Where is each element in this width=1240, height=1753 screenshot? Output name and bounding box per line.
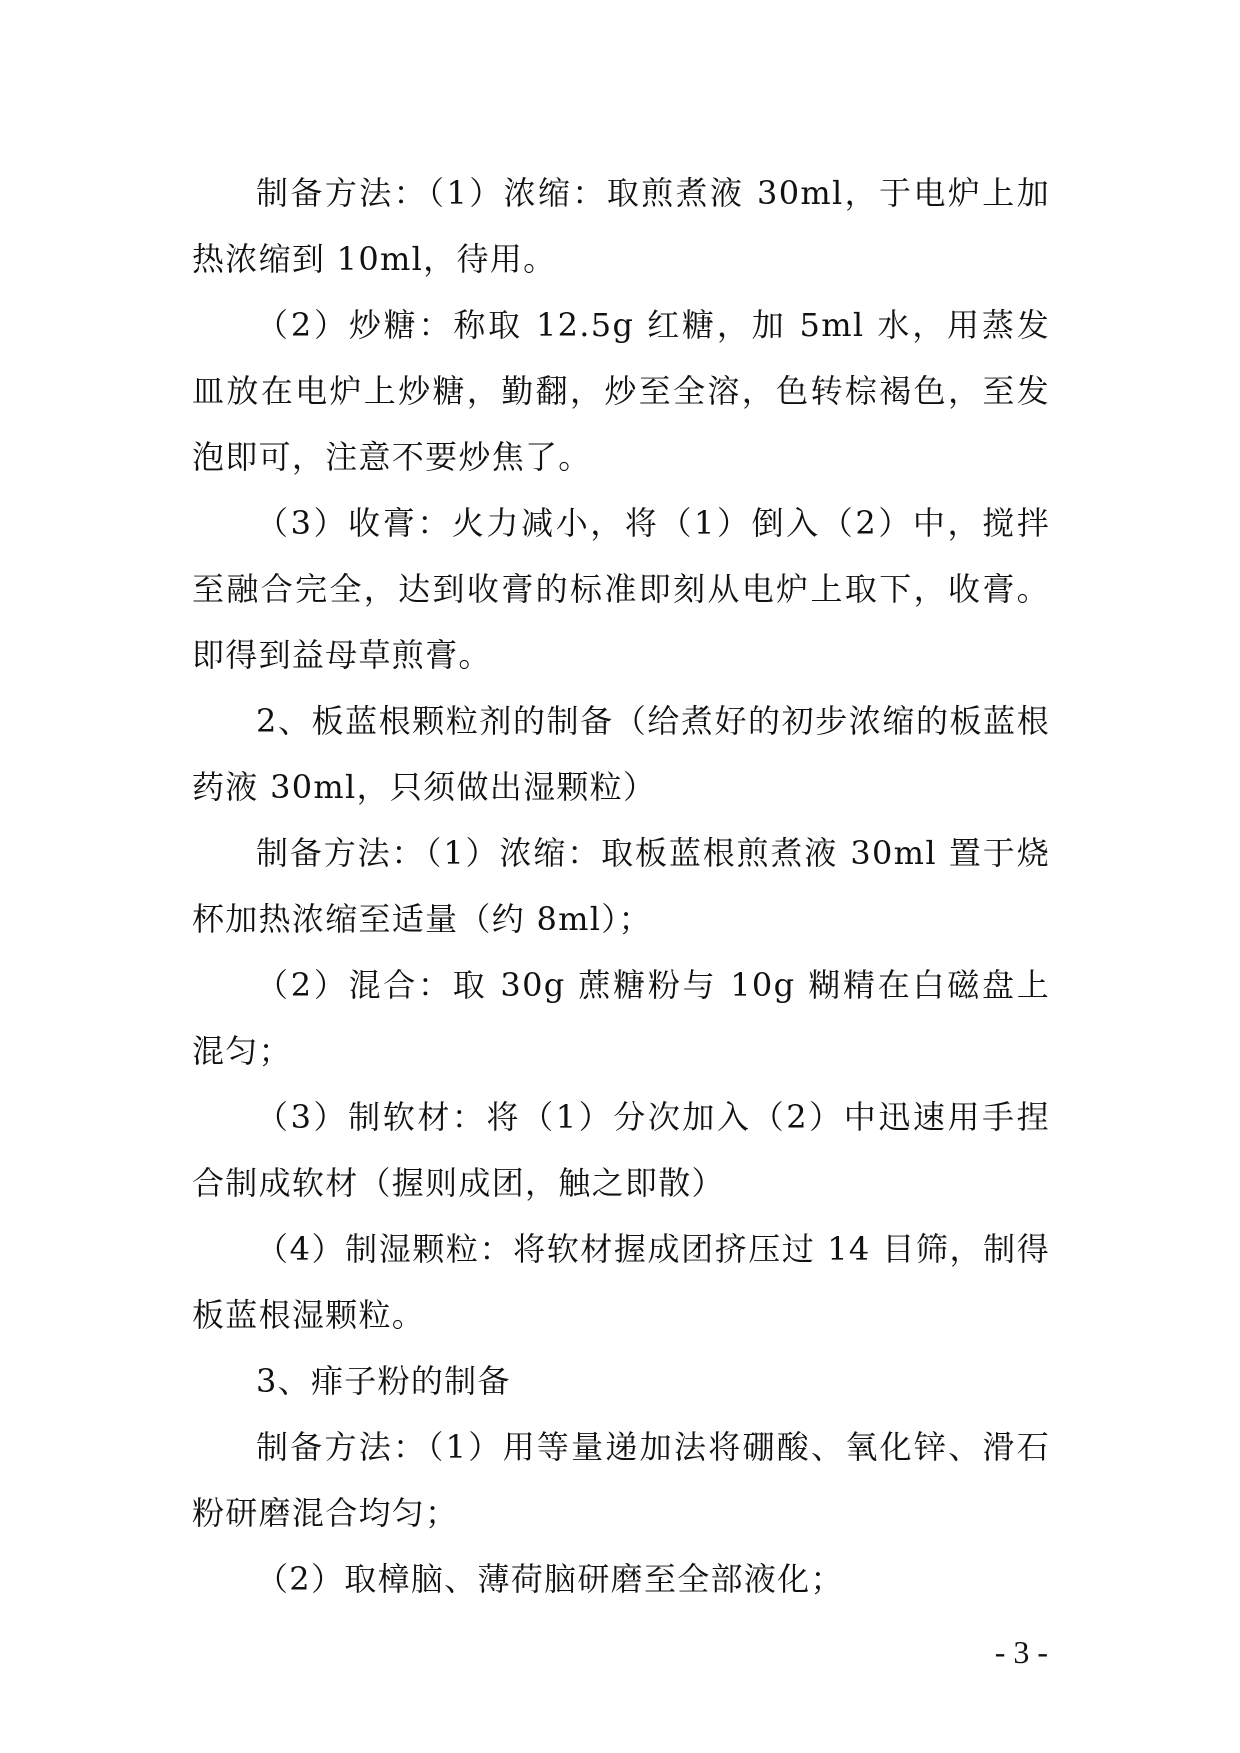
- paragraph-mixing: （2）混合：取 30g 蔗糖粉与 10g 糊精在白磁盘上混匀；: [192, 966, 1050, 1070]
- page-number: - 3 -: [994, 1634, 1048, 1670]
- paragraph-soft-material: （3）制软材：将（1）分次加入（2）中迅速用手捏合制成软材（握则成团，触之即散）: [192, 1098, 1050, 1202]
- section-heading-prickly-heat-powder: 3、痱子粉的制备: [256, 1362, 511, 1400]
- paragraph-concentrate-method: 制备方法：（1）浓缩：取煎煮液 30ml，于电炉上加热浓缩到 10ml，待用。: [192, 174, 1050, 278]
- paragraph-camphor-menthol: （2）取樟脑、薄荷脑研磨至全部液化；: [256, 1560, 844, 1598]
- paragraph-fry-sugar: （2）炒糖：称取 12.5g 红糖，加 5ml 水，用蒸发皿放在电炉上炒糖，勤翻，炒至全溶，色转棕褐色，至发泡即可，注意不要炒焦了。: [192, 306, 1050, 476]
- paragraph-collect-paste: （3）收膏：火力减小，将（1）倒入（2）中，搅拌至融合完全，达到收膏的标准即刻从电炉上取下，收膏。即得到益母草煎膏。: [192, 504, 1050, 674]
- paragraph-powder-mixing: 制备方法：（1）用等量递加法将硼酸、氧化锌、滑石粉研磨混合均匀；: [192, 1428, 1050, 1532]
- document-body: [192, 160, 1050, 1612]
- section-heading-banlangen-granules: 2、板蓝根颗粒剂的制备（给煮好的初步浓缩的板蓝根药液 30ml，只须做出湿颗粒）: [192, 702, 1050, 806]
- paragraph-banlangen-concentrate: 制备方法：（1）浓缩：取板蓝根煎煮液 30ml 置于烧杯加热浓缩至适量（约 8ml）；: [192, 834, 1050, 938]
- paragraph-wet-granules: （4）制湿颗粒：将软材握成团挤压过 14 目筛，制得板蓝根湿颗粒。: [192, 1230, 1050, 1334]
